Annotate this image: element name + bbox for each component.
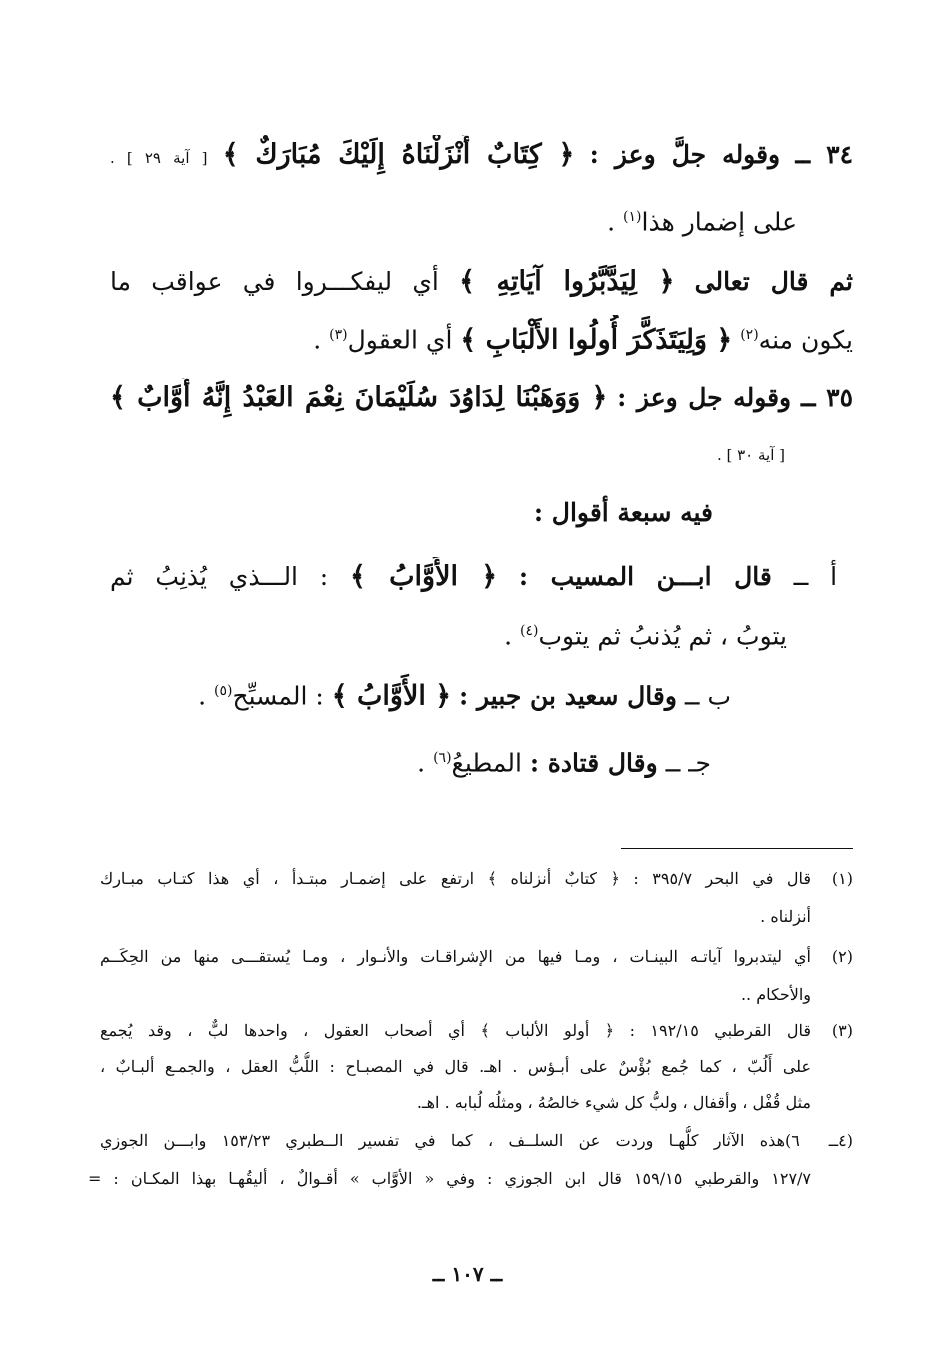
section-heading: فيه سبعة أقوال : [533, 498, 713, 527]
footnote-marker-1: (١) [623, 209, 642, 225]
quranic-quote: ﴿ كِتَابٌ أَنْزَلْنَاهُ إِلَيْكَ مُبَارَكٌ ﴾ [222, 139, 575, 170]
quranic-quote: ﴿ لِيَدَّبَّرُوا آيَاتِهِ ﴾ [459, 266, 675, 297]
footnote-4-6: (٤ــ ٦)هذه الآثار كلُّهـا وردت عن السلــف ، كما في تفسير الــطبري ١٥٣/٢٣ وابـــن الجوزي [100, 1126, 853, 1156]
footnote-2: (٢)أي ليتدبروا آياتـه البينـات ، ومـا فيها من الإشراقـات والأنـوار ، ومـا يُستقـــى منها من الحِكَــم [100, 942, 853, 972]
footnote-number: (١) [831, 869, 853, 888]
footnote-3-cont: على أَلُبّ ، كما جُمع بُؤْسٌ على أبـؤس . اهـ. قال في المصبـاح : اللُّبُّ العقل ، والجمـع ألبـابٌ ، [100, 1057, 811, 1076]
footnote-separator [621, 848, 853, 849]
opinion-b: ب ــ وقال سعيد بن جبير : ﴿ الأَوَّابُ ﴾ : المسبِّح$^{(٥)}$ . [198, 680, 731, 712]
commentary-line: على إضمار هذا$^{(١)}$ . [607, 207, 797, 237]
verse-intro: وقوله جل وعز : [617, 383, 792, 412]
footnote-number: (٤ــ ٦) [785, 1131, 853, 1150]
verse-34-line [110, 135, 853, 178]
footnote-number: (٣) [831, 1021, 853, 1040]
entry-number-35: ٣٥ ــ [800, 383, 853, 412]
footnote-2-cont: والأحكام .. [740, 985, 811, 1004]
quranic-quote: ﴿ الأَوَّابُ ﴾ [331, 680, 452, 712]
footnote-1-cont: أنزلناه . [760, 907, 811, 926]
footnote-marker-2: (٢) [740, 327, 759, 343]
verse-35-line [110, 378, 853, 418]
verse-reference-line [110, 432, 785, 475]
commentary-line: يتوبُ ، ثم يُذنبُ ثم يتوب$^{(٤)}$ . [504, 621, 787, 651]
entry-number-34: ٣٤ ــ [795, 140, 853, 169]
quranic-quote: ﴿ وَلِيَتَذَكَّرَ أُولُوا الأَلْبَابِ ﴾ [460, 324, 733, 356]
footnote-3-cont: مثل قُفْل ، وأقفال ، ولبُّ كل شيء خالصُهُ ، ومثلُه لُبابه . اهـ. [416, 1093, 811, 1112]
footnote-4-6-cont: ١٢٧/٧ والقرطبي ١٥٩/١٥ قال ابن الجوزي : وفي « الأوَّاب » أقـوالٌ ، أليقُهـا بهذا المكـان : = [88, 1169, 811, 1188]
verse-intro: وقوله جلَّ وعز : [589, 140, 781, 169]
footnote-marker-4: (٤) [520, 623, 539, 639]
footnote-3: (٣)قال القرطبي ١٩٢/١٥ : ﴿ أولو الألباب ﴾ أي أصحاب العقول ، واحدها لبٌّ ، وقد يُجمع [100, 1016, 853, 1046]
quranic-quote: ﴿ الأَوَّابُ ﴾ [350, 561, 498, 592]
opinion-c: جـ ــ وقال قتادة : المطيعُ$^{(٦)}$ . [417, 748, 711, 778]
commentary-line: يكون منه$^{(٢)}$ ﴿ وَلِيَتَذَكَّرَ أُولُوا الأَلْبَابِ ﴾ أي العقول$^{(٣)}$ . [313, 324, 853, 356]
verse-reference: [ آية ٣٠ ] . [716, 446, 785, 464]
footnote-marker-3: (٣) [329, 327, 348, 343]
footnote-marker-6: (٦) [433, 750, 452, 766]
commentary-line: ثم قال تعالى ﴿ لِيَدَّبَّرُوا آيَاتِهِ ﴾ أي ليفكـــروا في عواقب ما [110, 266, 853, 297]
footnote-number: (٢) [831, 947, 853, 966]
list-letter: أ ــ [793, 562, 837, 591]
list-letter: ب ــ [684, 681, 731, 711]
quranic-quote: ﴿ وَوَهَبْنَا لِدَاوُدَ سُلَيْمَانَ نِعْمَ العَبْدُ إِنَّهُ أَوَّابٌ ﴾ [110, 382, 608, 413]
footnote-1: (١)قال في البحر ٣٩٥/٧ : ﴿ كتابٌ أنزلناه ﴾ ارتفع على إضمـار مبتـدأ ، أي هذا كتـاب مبـارك [100, 864, 853, 894]
verse-reference: [ آية ٢٩ ] . [110, 149, 208, 167]
opinion-a: أ ــ قال ابـــن المسيب : ﴿ الأَوَّابُ ﴾ : الـــذي يُذنِبُ ثم [110, 561, 837, 592]
list-letter: جـ ــ [665, 748, 711, 778]
page-number: ــ ١٠٧ ــ [432, 1262, 503, 1286]
footnote-marker-5: (٥) [213, 683, 233, 699]
